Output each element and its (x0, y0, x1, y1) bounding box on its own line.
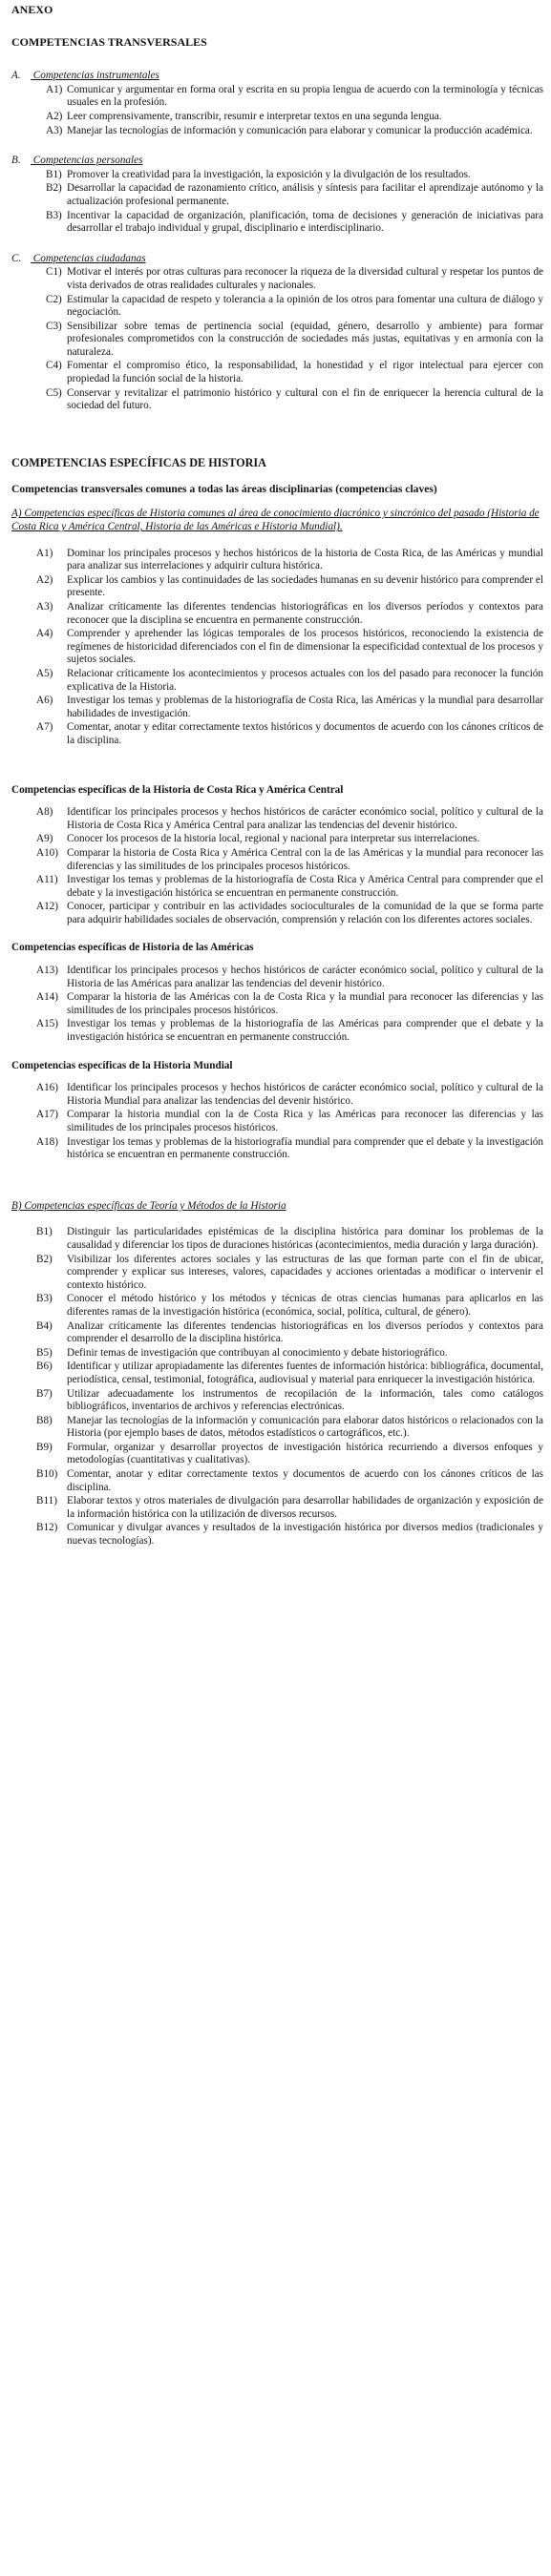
item-code: B5) (36, 1346, 53, 1359)
list-item (11, 360, 543, 385)
item-code: C5) (46, 386, 62, 399)
section-a-title: A) Competencias específicas de Historia comunes al área de conocimiento diacrónico y sincrónico del pasado (Historia de Costa Rica y América Central, Historia de las Américas e Historia Mundial). (11, 508, 540, 533)
especificas-heading: COMPETENCIAS ESPECÍFICAS DE HISTORIA (11, 455, 266, 469)
costa-rica-subtitle: Competencias específicas de la Historia de Costa Rica y América Central (11, 783, 344, 796)
list-item (11, 874, 543, 900)
item-code: A8) (36, 806, 53, 819)
item-text: Formular, organizar y desarrollar proyectos de investigación histórica recurriendo a diversos enfoques y metodologías (cuantitativas y cualitativas). (67, 1441, 543, 1466)
item-text: Comprender y aprehender las lógicas temporales de los procesos históricos, reconociendo la existencia de regímenes de historicidad diferenciados con el fin de dimensionar la especificidad contextual de los procesos y sujetos sociales. (67, 628, 543, 666)
group-c-letter: C. (11, 252, 22, 264)
list-item (11, 1082, 543, 1108)
item-text: Visibilizar los diferentes actores sociales y las estructuras de las que forman parte con el fin de ubicar, comprender y explicar sus intereses, valores, capacidades y acciones orientadas a modificar o intervenir el contexto histórico. (67, 1253, 543, 1291)
list-item (11, 847, 543, 873)
item-text: Comparar la historia de las Américas con la de Costa Rica y la mundial para reconocer las diferencias y las similitudes de los principales procesos históricos. (67, 991, 543, 1016)
list-item (11, 1388, 543, 1414)
list-item (11, 548, 543, 573)
list-item (11, 695, 543, 720)
list-item (11, 111, 543, 124)
list-item (11, 169, 543, 182)
item-text: Sensibilizar sobre temas de pertinencia social (equidad, género, desarrollo y ambiente) para formar profesionales comprometidos con la construcción de sociedades más justas, equitativas y en armonía con la naturaleza. (67, 320, 543, 358)
item-text: Manejar las tecnologías de información y comunicación para elaborar y comunicar la producción académica. (67, 124, 533, 136)
item-code: B6) (36, 1361, 53, 1373)
mundial-subtitle: Competencias específicas de la Historia Mundial (11, 1059, 233, 1071)
item-text: Identificar los principales procesos y hechos históricos de carácter económico social, político y cultural de la Historia de Costa Rica y América Central para analizar las tendencias del devenir histórico. (67, 806, 543, 831)
item-code: A3) (46, 124, 63, 136)
item-code: A16) (36, 1082, 58, 1094)
item-code: A17) (36, 1109, 58, 1121)
list-item (11, 294, 543, 320)
list-item (11, 210, 543, 236)
item-code: C3) (46, 320, 62, 332)
item-code: B10) (36, 1468, 58, 1481)
item-text: Identificar los principales procesos y hechos históricos de carácter económico social, político y cultural de la Historia Mundial para analizar las tendencias del devenir histórico. (67, 1082, 543, 1107)
list-item (11, 387, 543, 413)
item-text: Investigar los temas y problemas de la historiografía de Costa Rica y América Central para comprender que el debate y la investigación histórica se encuentran en permanente construcción. (67, 874, 543, 899)
item-code: B8) (36, 1414, 53, 1426)
list-item (11, 1522, 543, 1548)
list-item (11, 601, 543, 627)
group-a-title (11, 70, 543, 83)
list-item (11, 125, 543, 138)
item-text: Promover la creatividad para la investigación, la exposición y la divulgación de los resultados. (67, 168, 471, 180)
list-item (11, 901, 543, 926)
americas-list (11, 965, 543, 1045)
list-item (11, 833, 543, 846)
item-code: A5) (36, 667, 53, 679)
item-text: Relacionar críticamente los acontecimientos y procesos actuales con los del pasado para reconocer la función explicativa de la Historia. (67, 667, 543, 693)
group-a-letter: A. (11, 70, 21, 82)
item-text: Conservar y revitalizar el patrimonio histórico y cultural con el fin de enriquecer la herencia cultural de la sociedad del futuro. (67, 386, 543, 412)
list-item (11, 1468, 543, 1494)
item-code: C1) (46, 266, 62, 279)
item-code: C4) (46, 360, 62, 372)
costa-rica-list (11, 806, 543, 926)
item-code: A2) (36, 573, 53, 586)
item-text: Comunicar y argumentar en forma oral y escrita en su propia lengua de acuerdo con la terminología y técnicas usuales en la profesión. (67, 83, 543, 109)
item-code: A15) (36, 1018, 58, 1030)
list-item (11, 668, 543, 694)
item-text: Conocer, participar y contribuir en las actividades socioculturales de la comunidad de la que se forma parte para adquirir habilidades sociales de observación, comprensión y relación con los diferentes actores sociales. (67, 901, 543, 925)
item-code: A9) (36, 833, 53, 845)
item-code: B3) (46, 209, 62, 221)
list-item (11, 991, 543, 1017)
group-b-title (11, 155, 543, 168)
list-item (11, 1347, 543, 1361)
list-item (11, 1415, 543, 1441)
item-text: Comentar, anotar y editar correctamente textos históricos y documentos de acuerdo con los cánones críticos de la disciplina. (67, 721, 543, 746)
list-item (11, 1254, 543, 1293)
item-text: Elaborar textos y otros materiales de divulgación para desarrollar habilidades de organización y exposición de la información histórica con la utilización de diversos recursos. (67, 1495, 543, 1520)
item-text: Fomentar el compromiso ético, la responsabilidad, la honestidad y el rigor intelectual para ejercer con propiedad la función social de la historia. (67, 360, 543, 385)
item-code: B2) (46, 182, 62, 195)
list-item (11, 1018, 543, 1044)
list-item (11, 1109, 543, 1134)
item-code: A10) (36, 846, 58, 859)
item-code: B3) (36, 1293, 53, 1305)
item-text: Identificar y utilizar apropiadamente las diferentes fuentes de información histórica: bibliográfica, documental, periodística, censal, testimonial, fotográfica, audiovisual y material para enriquecer la investigación histórica. (67, 1361, 543, 1385)
item-text: Comunicar y divulgar avances y resultados de la investigación histórica por diversos medios (tradicionales y nuevas tecnologías). (67, 1522, 543, 1548)
item-code: B2) (36, 1253, 53, 1265)
list-item (11, 1226, 543, 1252)
item-code: B7) (36, 1387, 53, 1400)
item-text: Distinguir las particularidades epistémicas de la disciplina histórica para dominar los problemas de la causalidad y diferenciar los tipos de duraciones históricas (acontecimientos, media duración y larga duración). (67, 1226, 543, 1251)
item-text: Comentar, anotar y editar correctamente textos y documentos de acuerdo con los cánones críticos de las disciplina. (67, 1468, 543, 1493)
group-c-title (11, 253, 543, 266)
list-item (11, 1361, 543, 1386)
item-code: A3) (36, 601, 53, 613)
especificas-subtitle: Competencias transversales comunes a todas las áreas disciplinarias (competencias claves) (11, 483, 437, 496)
item-text: Motivar el interés por otras culturas para reconocer la riqueza de la diversidad cultural y respetar los puntos de vista derivados de otras realidades culturales y nacionales. (67, 266, 543, 291)
group-b-label: Competencias personales (32, 155, 143, 167)
item-text: Dominar los principales procesos y hechos históricos de la historia de Costa Rica, de las Américas y mundial para analizar sus interrelaciones y adquirir cultura histórica. (67, 547, 543, 572)
item-code: B9) (36, 1441, 53, 1453)
item-text: Identificar los principales procesos y hechos históricos de carácter económico social, político y cultural de la Historia de las Américas para analizar las tendencias del devenir histórico. (67, 965, 543, 989)
item-code: B11) (36, 1495, 57, 1507)
list-item (11, 1495, 543, 1521)
list-item (11, 1293, 543, 1319)
group-a-label: Competencias instrumentales (32, 70, 159, 82)
item-text: Definir temas de investigación que contribuyan al conocimiento y debate historiográfico. (67, 1346, 448, 1359)
group-a-list (11, 84, 543, 137)
item-text: Analizar críticamente las diferentes tendencias historiográficas en los diversos períodos y contextos para reconocer que la disciplina se encuentra en permanente construcción. (67, 601, 543, 626)
item-code: A4) (36, 628, 53, 640)
list-item (11, 266, 543, 292)
item-code: A14) (36, 991, 58, 1004)
item-text: Conocer los procesos de la historia local, regional y nacional para interpretar sus interrelaciones. (67, 833, 480, 845)
item-text: Estimular la capacidad de respeto y tolerancia a la opinión de los otros para fomentar una cultura de diálogo y negociación. (67, 293, 543, 319)
list-item (11, 182, 543, 208)
item-text: Leer comprensivamente, transcribir, resumir e interpretar textos en una segunda lengua. (67, 110, 442, 122)
list-item (11, 806, 543, 832)
item-code: A12) (36, 901, 58, 913)
item-text: Investigar los temas y problemas de la historiografía de Costa Rica, las Américas y la mundial para desarrollar habilidades de investigación. (67, 695, 543, 719)
item-code: B4) (36, 1319, 53, 1332)
item-text: Investigar los temas y problemas de la historiografía mundial para comprender que el debate y la investigación histórica se encuentran en permanente construcción. (67, 1135, 543, 1161)
list-item (11, 628, 543, 667)
item-code: B1) (46, 168, 62, 180)
item-text: Conocer el método histórico y los métodos y técnicas de otras ciencias humanas para aplicarlos en las diferentes ramas de la investigación histórica (económica, social, política, cultural, de género). (67, 1293, 543, 1318)
item-code: A18) (36, 1135, 58, 1148)
list-item (11, 321, 543, 360)
group-b-letter: B. (11, 155, 21, 167)
anexo-heading: ANEXO (11, 3, 53, 16)
item-code: A13) (36, 965, 58, 977)
item-text: Comparar la historia mundial con la de Costa Rica y las Américas para reconocer las diferencias y las similitudes de los principales procesos históricos. (67, 1109, 543, 1133)
item-text: Analizar críticamente las diferentes tendencias historiográficas en los diversos períodos y contextos para comprender el desarrollo de la disciplina histórica. (67, 1319, 543, 1345)
group-c-label: Competencias ciudadanas (32, 252, 146, 264)
item-code: A7) (36, 721, 53, 734)
list-item (11, 1320, 543, 1346)
item-text: Utilizar adecuadamente los instrumentos de recopilación de la información, tales como catálogos bibliográficos, inventarios de archivos y referencias electrónicas. (67, 1387, 543, 1413)
list-item (11, 1136, 543, 1162)
item-code: B1) (36, 1226, 53, 1238)
section-a-list (11, 548, 543, 748)
item-code: A1) (36, 547, 53, 559)
item-text: Desarrollar la capacidad de razonamiento crítico, análisis y síntesis para facilitar el aprendizaje autónomo y la actualización profesional permanente. (67, 182, 543, 207)
list-item (11, 721, 543, 747)
group-c-list (11, 266, 543, 413)
list-item (11, 574, 543, 600)
item-code: A2) (46, 110, 63, 122)
item-code: A11) (36, 874, 58, 886)
section-b-list (11, 1226, 543, 1548)
item-text: Manejar las tecnologías de la información y comunicación para elaborar datos históricos o relacionados con la Historia (por ejemplo bases de datos, métodos estadísticos o cartográficos, etc.). (67, 1414, 543, 1440)
mundial-list (11, 1082, 543, 1162)
item-code: A6) (36, 695, 53, 707)
list-item (11, 1442, 543, 1467)
transversales-heading: COMPETENCIAS TRANSVERSALES (11, 34, 207, 49)
item-code: A1) (46, 83, 63, 95)
list-item (11, 84, 543, 110)
section-b-title: B) Competencias específicas de Teoría y Métodos de la Historia (11, 1199, 286, 1212)
item-text: Explicar los cambios y las continuidades de las sociedades humanas en su devenir histórico para comprender el presente. (67, 573, 543, 599)
item-code: B12) (36, 1522, 58, 1534)
group-b-list (11, 169, 543, 236)
list-item (11, 965, 543, 990)
americas-subtitle: Competencias específicas de Historia de las Américas (11, 942, 254, 954)
item-text: Comparar la historia de Costa Rica y América Central con la de las Américas y la mundial para reconocer las diferencias y las similitudes de los principales procesos históricos. (67, 846, 543, 872)
item-text: Incentivar la capacidad de organización, planificación, toma de decisiones y generación de iniciativas para desarrollar el trabajo individual y grupal, disciplinario e interdisciplinario. (67, 209, 543, 235)
item-text: Investigar los temas y problemas de la historiografía de las Américas para comprender que el debate y la investigación histórica se encuentran en permanente construcción. (67, 1018, 543, 1044)
item-code: C2) (46, 293, 62, 305)
